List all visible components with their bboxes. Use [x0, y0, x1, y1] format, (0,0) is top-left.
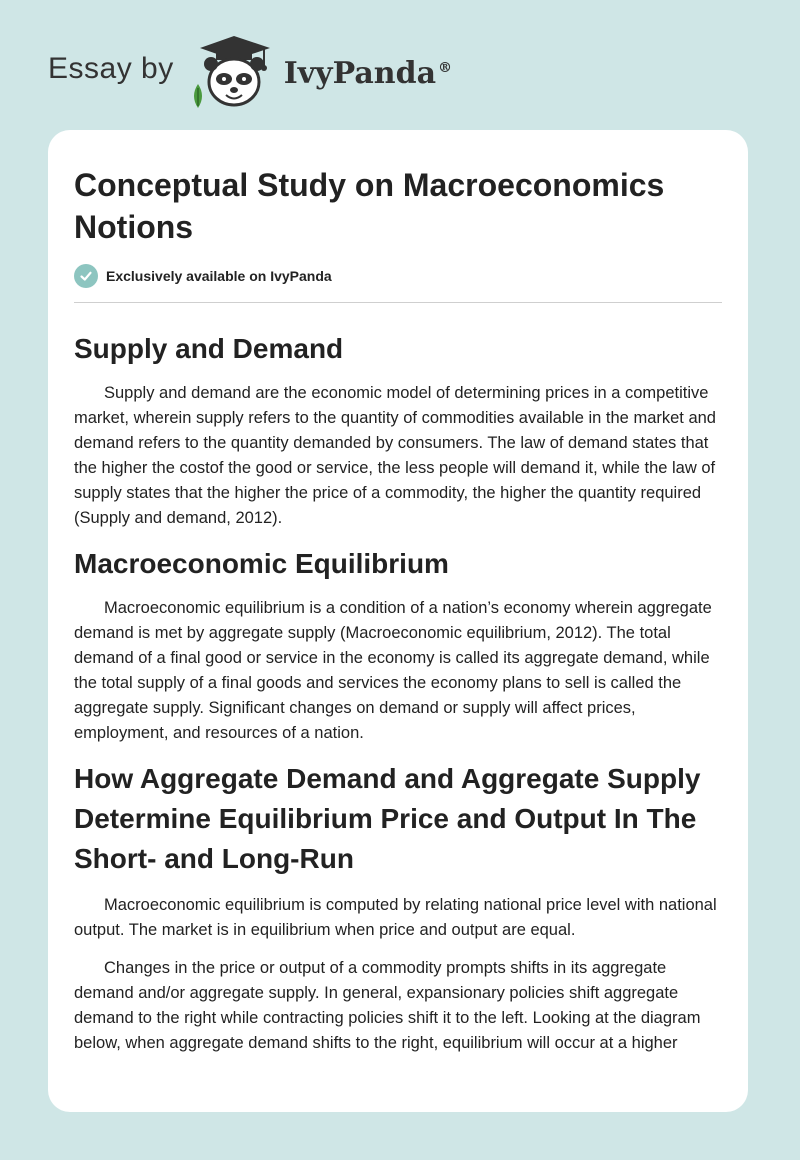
check-icon [74, 264, 98, 288]
paragraph: Macroeconomic equilibrium is computed by relating national price level with national output. The market is in equilibrium when price and output are equal. [74, 896, 717, 939]
section-heading: How Aggregate Demand and Aggregate Supply Determine Equilibrium Price and Output In The Short- and Long-Run [74, 763, 701, 874]
brand-logo[interactable] [48, 34, 452, 110]
article-card [48, 130, 748, 1112]
paragraph: Changes in the price or output of a commodity prompts shifts in its aggregate demand and/or aggregate supply. In general, expansionary policies shift aggregate demand to the right while contracting policies shift it to the left. Looking at the diagram below, when aggregate demand shifts to the right, equilibrium will occur at a higher [74, 959, 701, 1052]
brand-prefix: Essay by [48, 52, 174, 85]
panda-mascot-icon [188, 34, 278, 110]
exclusive-badge [74, 262, 722, 290]
paragraph: Macroeconomic equilibrium is a condition of a nation’s economy wherein aggregate demand is met by aggregate supply (Macroeconomic equilibrium, 2012). The total demand of a final good or service in the economy is called its aggregate demand, while the total supply of a final goods and services the economy plans to sell is called the aggregate supply. Significant changes on demand or supply will affect prices, employment, and resources of a nation. [74, 599, 712, 742]
divider [74, 302, 722, 303]
exclusive-badge-label: Exclusively available on IvyPanda [106, 268, 332, 284]
section-aggregate-demand-supply [74, 759, 722, 1056]
brand-name: IvyPanda ® [283, 55, 453, 91]
page-title: Conceptual Study on Macroeconomics Notions [74, 167, 665, 245]
registered-mark: ® [438, 59, 453, 76]
paragraph: Supply and demand are the economic model of determining prices in a competitive market, wherein supply refers to the quantity of commodities available in the market and demand refers to the quantity demanded by consumers. The law of demand states that the higher the costof the good or service, the less people will demand it, while the law of supply states that the higher the price of a commodity, the higher the quantity required (Supply and demand, 2012). [74, 384, 716, 527]
section-macroeconomic-equilibrium [74, 544, 722, 746]
section-supply-demand [74, 329, 722, 531]
section-heading: Macroeconomic Equilibrium [74, 548, 449, 579]
section-heading: Supply and Demand [74, 333, 344, 364]
